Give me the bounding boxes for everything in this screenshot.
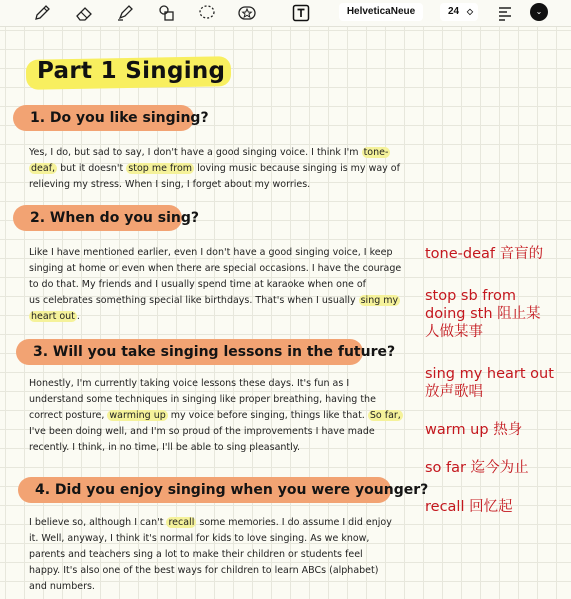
font-size-value: 24 [448,6,460,17]
question-3: 3. Will you take singing lessons in the future? [16,339,363,365]
answer-line [29,392,403,408]
text-tool-icon[interactable] [290,2,312,24]
page-title-block [26,53,225,89]
note-line: 人做某事 [425,324,483,340]
question-4: 4. Did you enjoy singing when you were younger? [18,477,391,503]
highlighted-phrase: recall [168,517,195,528]
highlighted-phrase: So far, [369,410,401,421]
text-segment: singing at home or even when there are special occasions. I have the courage [29,263,402,274]
toolbar [0,0,571,27]
answer-line [29,408,403,424]
text-segment: loving music because singing is my way of [194,163,400,174]
note-so-far [425,459,529,477]
text-segment: relieving my stress. When I sing, I forget about my worries. [29,179,311,190]
answer-2 [29,245,401,325]
note-tone-deaf [425,245,543,263]
stepper-icon: ◇ [466,7,473,16]
highlighted-phrase: deaf, [31,163,56,174]
note-stop-from [425,287,541,341]
text-segment: I believe so, although I can't [29,517,167,528]
text-segment: Honestly, I'm currently taking voice lessons these days. It's fun as I [29,378,350,389]
answer-line [29,515,392,531]
text-segment: parents and teachers sing a lot to make their children or students feel [29,549,363,560]
highlighted-phrase: stop me from [128,163,193,174]
answer-line [29,563,392,579]
text-segment: Yes, I do, but sad to say, I don't have a good singing voice. I think I'm [29,147,362,158]
text-segment: correct posture, [29,410,108,421]
sticker-icon[interactable] [236,2,258,24]
answer-line [29,531,392,547]
text-segment: us celebrates something special like birthdays. That's when I usually [29,295,359,306]
note-line: stop sb from [425,288,517,304]
highlighted-phrase: warming up [109,410,166,421]
highlighted-phrase: tone- [363,147,389,158]
note-line: sing my heart out [425,366,554,382]
text-segment: but it doesn't [57,163,127,174]
text-segment: recently. I think, in no time, I'll be able to sing pleasantly. [29,442,301,453]
answer-line [29,293,401,309]
color-picker[interactable] [530,3,548,21]
text-segment: and numbers. [29,581,95,592]
note-line: recall 回忆起 [425,499,513,515]
text-segment: it. Well, anyway, I think it's normal for kids to love singing. As we know, [29,533,370,544]
answer-line [29,277,401,293]
font-select[interactable]: HelveticaNeue [339,3,423,21]
answer-line [29,177,400,193]
answer-line [29,161,400,177]
text-segment: Like I have mentioned earlier, even I don't have a good singing voice, I keep [29,247,393,258]
note-line: 放声歌唱 [425,384,483,400]
text-segment: some memories. I do assume I did enjoy [196,517,392,528]
answer-1 [29,145,400,193]
highlighted-phrase: heart out [31,311,75,322]
note-line: doing sth 阻止某 [425,306,541,322]
answer-line [29,424,403,440]
answer-line [29,376,403,392]
note-line: tone-deaf 音盲的 [425,246,544,262]
answer-3 [29,376,403,456]
answer-line [29,547,392,563]
text-segment: happy. It's also one of the best ways for children to learn ABCs (alphabet) [29,565,379,576]
shapes-icon[interactable] [155,2,177,24]
font-size-select[interactable] [440,3,478,21]
answer-4 [29,515,392,595]
note-recall [425,498,513,516]
note-line: so far 迄今为止 [425,460,529,476]
highlighted-phrase: sing my [360,295,399,306]
text-segment: I've been doing well, and I'm so proud of the improvements I have made [29,426,375,437]
text-segment: to do that. My friends and I usually spend time at karaoke when one of [29,279,366,290]
page-title: Part 1 Singing [37,58,226,84]
question-1: 1. Do you like singing? [13,105,194,131]
eraser-icon[interactable] [73,2,95,24]
text-segment: my voice before singing, things like that. [167,410,368,421]
text-segment: . [76,311,80,322]
answer-line [29,440,403,456]
lasso-icon[interactable] [196,2,218,24]
chevron-down-icon: ⌄ [535,7,543,16]
answer-line [29,579,392,595]
answer-line [29,145,400,161]
text-segment: understand some techniques in singing like proper breathing, having the [29,394,376,405]
highlighter-icon[interactable] [114,2,136,24]
align-icon[interactable] [494,2,516,24]
answer-line [29,245,401,261]
note-warm-up [425,421,522,439]
question-2: 2. When do you sing? [13,205,182,231]
pen-icon[interactable] [31,2,53,24]
note-sing-heart-out [425,365,554,401]
note-line: warm up 热身 [425,422,523,438]
answer-line [29,261,401,277]
answer-line [29,309,401,325]
